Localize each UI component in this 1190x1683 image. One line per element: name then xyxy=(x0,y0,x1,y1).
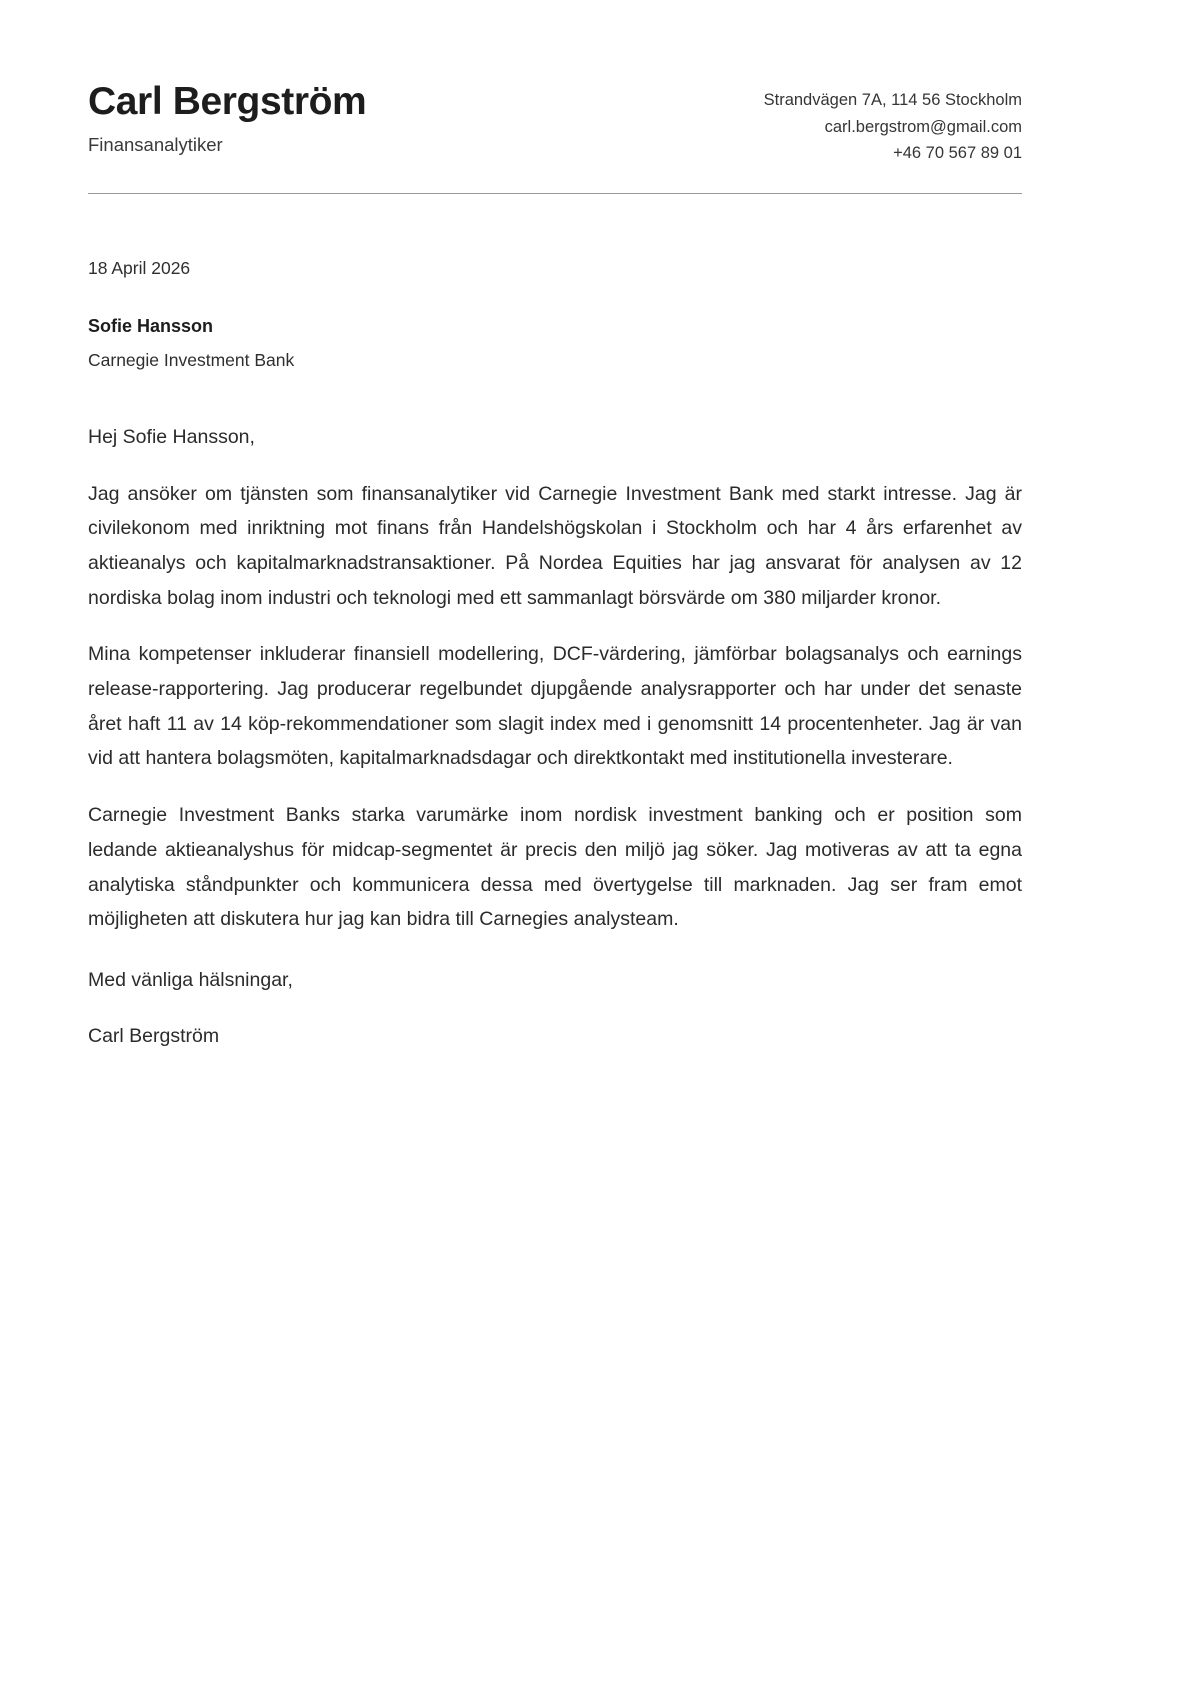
body-paragraph: Mina kompetenser inkluderar finansiell modellering, DCF-värdering, jämförbar bolagsanalys och earnings release-rapportering. Jag producerar regelbundet djupgående analysrapporter och har under det senaste året haft 11 av 14 köp-rekommendationer som slagit index med i genomsnitt 14 procentenheter. Jag är van vid att hantera bolagsmöten, kapitalmarknadsdagar och direktkontakt med institutionella investerare. xyxy=(88,643,1022,770)
letter-date: 18 April 2026 xyxy=(88,258,191,279)
salutation: Hej Sofie Hansson, xyxy=(88,426,255,449)
letter-body xyxy=(88,422,1022,1051)
letter-meta xyxy=(88,256,1022,372)
letter-header xyxy=(88,78,1022,193)
contact-address: Strandvägen 7A, 114 56 Stockholm xyxy=(763,91,1022,109)
header-divider xyxy=(88,193,1022,194)
job-title: Finansanalytiker xyxy=(88,133,223,155)
identity-block xyxy=(88,78,366,157)
contact-block xyxy=(764,78,1022,167)
contact-phone[interactable]: +46 70 567 89 01 xyxy=(893,144,1022,163)
signature-name: Carl Bergström xyxy=(88,1025,220,1048)
recipient-company: Carnegie Investment Bank xyxy=(88,349,295,370)
recipient-name: Sofie Hansson xyxy=(88,315,214,336)
page-title: Carl Bergström xyxy=(88,80,367,123)
body-paragraph: Jag ansöker om tjänsten som finansanalytiker vid Carnegie Investment Bank med starkt intresse. Jag är civilekonom med inriktning mot finans från Handelshögskolan i Stockholm och har 4 års erfarenhet av aktieanalys och kapitalmarknadstransaktioner. På Nordea Equities har jag ansvarat för analysen av 12 nordiska bolag inom industri och teknologi med ett sammanlagt börsvärde om 380 miljarder kronor. xyxy=(88,482,1022,609)
contact-email[interactable]: carl.bergstrom@gmail.com xyxy=(824,117,1022,136)
closing-line: Med vänliga hälsningar, xyxy=(88,969,293,991)
body-paragraph: Carnegie Investment Banks starka varumärke inom nordisk investment banking och er position som ledande aktieanalyshus för midcap-segmentet är precis den miljö jag söker. Jag motiveras av att ta egna analytiska ståndpunkter och kommunicera dessa med övertygelse till marknaden. Jag ser fram emot möjligheten att diskutera hur jag kan bidra till Carnegies analysteam. xyxy=(88,804,1022,931)
